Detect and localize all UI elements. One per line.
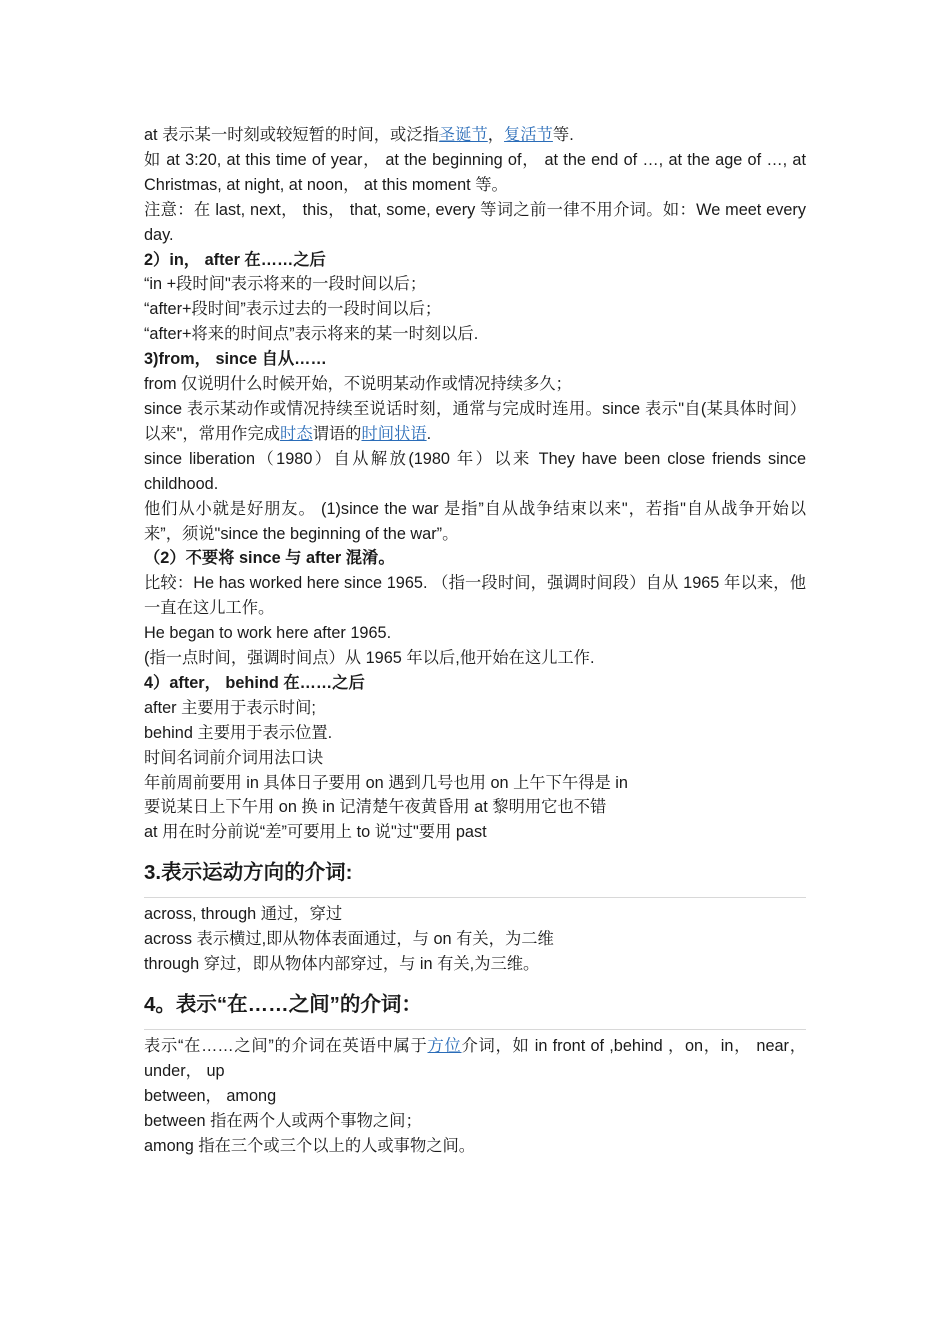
paragraph-between: between 指在两个人或两个事物之间； (144, 1111, 422, 1130)
paragraph-across-through: across, through 通过，穿过 (144, 905, 343, 924)
text-span: 谓语的 (312, 424, 362, 443)
paragraph-note: 注意：在 last, next， this， that, some, every 等词之前一律不用介词。如：We meet every day. (144, 200, 806, 244)
section-direction-body (144, 902, 806, 977)
text-span: 介词，如 in front of ,behind ，on，in， near， under， up (144, 1037, 806, 1080)
link-time-adverbial[interactable]: 时间状语 (361, 424, 427, 443)
paragraph-compare: 比较：He has worked here since 1965. （指一段时间，强调时间段）自从 1965 年以来，他一直在这儿工作。 (144, 574, 806, 618)
paragraph-through: through 穿过，即从物体内部穿过，与 in 有关,为三维。 (144, 955, 540, 974)
section-heading-between: 4。表示“在……之间”的介词： (144, 989, 806, 1030)
section-heading-direction: 3.表示运动方向的介词: (144, 857, 806, 898)
heading-since-vs-after: （2）不要将 since 与 after 混淆。 (144, 549, 395, 568)
paragraph-in-period: “in +段时间"表示将来的一段时间以后； (144, 275, 427, 294)
paragraph-between-among: between， among (144, 1086, 277, 1105)
paragraph-since-liberation: since liberation（1980）自从解放(1980 年）以来 They have been close friends since childhood. (144, 449, 806, 493)
text-span: ， (487, 126, 505, 144)
paragraph-at-usage (144, 123, 806, 148)
paragraph-after-period: “after+段时间”表示过去的一段时间以后； (144, 300, 442, 319)
paragraph-across: across 表示横过,即从物体表面通过，与 on 有关，为二维 (144, 930, 554, 949)
paragraph-behind-position: behind 主要用于表示位置. (144, 723, 333, 742)
paragraph-since-war: 他们从小就是好朋友。 (1)since the war 是指”自从战争结束以来"，若指"自从战争开始以来”，须说"since the beginning of the war”。 (144, 499, 806, 543)
document-page (144, 123, 806, 1159)
paragraph-among: among 指在三个或三个以上的人或事物之间。 (144, 1136, 476, 1155)
paragraph-point-in-time: (指一点时间，强调时间点）从 1965 年以后,他开始在这儿工作. (144, 649, 595, 668)
paragraph-mnemonic-3: at 用在时分前说“差”可要用上 to 说"过"要用 past (144, 823, 487, 842)
paragraph-mnemonic-2: 要说某日上下午用 on 换 in 记清楚午夜黄昏用 at 黎明用它也不错 (144, 798, 607, 817)
paragraph-example-1965: He began to work here after 1965. (144, 624, 392, 643)
link-position[interactable]: 方位 (427, 1037, 462, 1055)
link-christmas[interactable]: 圣诞节 (438, 126, 488, 144)
section-between-body (144, 1034, 806, 1159)
text-span: at 表示某一时刻或较短暂的时间，或泛指 (144, 126, 439, 144)
text-span: 表示“在……之间”的介词在英语中属于 (144, 1037, 428, 1055)
paragraph-after-future: “after+将来的时间点”表示将来的某一时刻以后. (144, 325, 479, 344)
paragraph-from: from 仅说明什么时候开始，不说明某动作或情况持续多久； (144, 375, 572, 394)
heading-after-behind: 4）after， behind 在……之后 (144, 673, 365, 692)
paragraph-mnemonic-title: 时间名词前介词用法口诀 (144, 748, 324, 767)
link-tense[interactable]: 时态 (280, 424, 313, 443)
text-span: 等. (552, 126, 574, 144)
paragraph-position-prepositions (144, 1034, 806, 1084)
heading-in-after: 2）in， after 在……之后 (144, 250, 326, 269)
text-span: since 表示某动作或情况持续至说话时刻，通常与完成时连用。since 表示"自(某具体时间）以来"，常用作完成 (144, 399, 806, 443)
paragraph-since (144, 397, 806, 447)
text-span: . (426, 424, 432, 443)
paragraph-at-examples: 如 at 3:20, at this time of year， at the beginning of， at the end of …, at the age of …, at Christmas, at night, at noon， at this moment 等。 (144, 150, 806, 194)
link-easter[interactable]: 复活节 (504, 126, 553, 144)
paragraph-after-time: after 主要用于表示时间; (144, 698, 316, 717)
heading-from-since: 3)from， since 自从…… (144, 350, 327, 369)
paragraph-mnemonic-1: 年前周前要用 in 具体日子要用 on 遇到几号也用 on 上午下午得是 in (144, 773, 628, 792)
